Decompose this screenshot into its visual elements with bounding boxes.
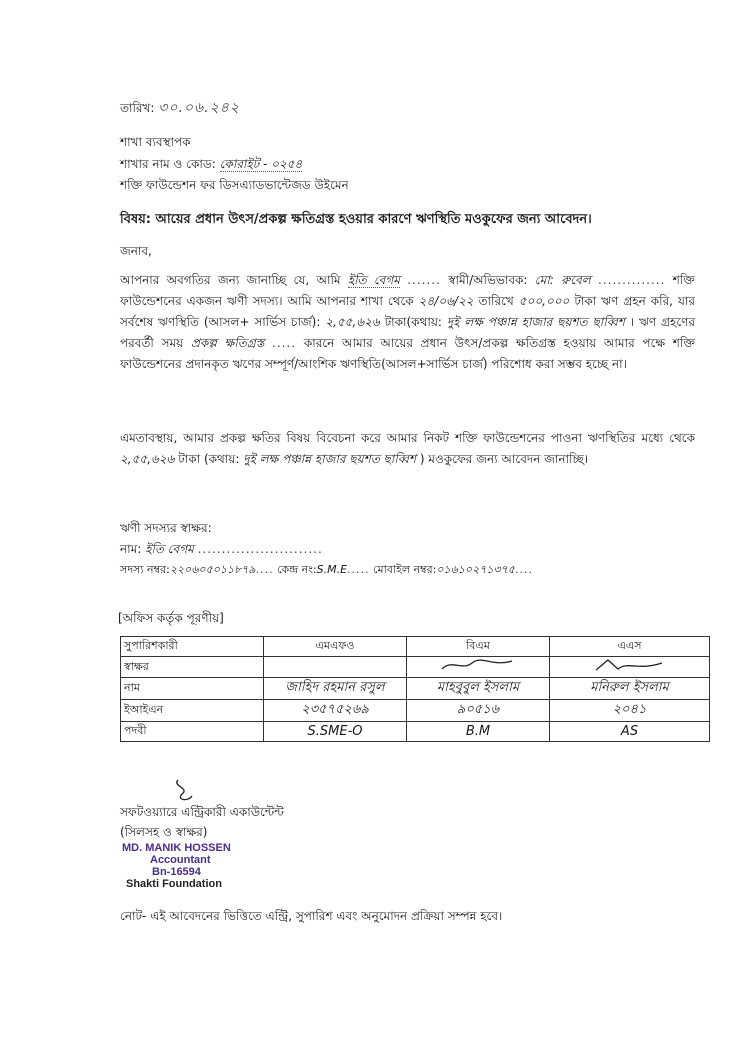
row-label: নাম xyxy=(121,678,264,700)
table-header-cell: এমএফও xyxy=(264,637,407,657)
body-text: ) মওকুফের জন্য আবেদন জানাচ্ছি। xyxy=(419,452,589,466)
stamp-name: MD. MANIK HOSSEN xyxy=(122,842,231,854)
signature-cell xyxy=(407,657,550,678)
outstanding-handwritten: ২,৫৫,৬২৬ xyxy=(325,315,380,329)
table-row xyxy=(121,700,710,722)
signature-mark xyxy=(590,657,670,673)
center-value: S.M.E xyxy=(316,563,348,576)
body-text: টাকা(কথায়: xyxy=(384,315,442,329)
org-name: শক্তি ফাউন্ডেশন ফর ডিসএ্যাডভান্টেজড উইমেন xyxy=(120,178,349,192)
table-row xyxy=(121,678,710,700)
center-label: কেন্দ্র নং: xyxy=(277,563,317,576)
signature-cell xyxy=(550,657,710,678)
table-row xyxy=(121,657,710,678)
loan-date-handwritten: ২৪/০৬/২২ xyxy=(418,294,474,308)
table-cell: S.SME-O xyxy=(264,722,407,742)
date-line xyxy=(120,100,240,116)
accountant-line-2: (সিলসহ ও স্বাক্ষর) xyxy=(120,825,208,839)
loan-amount-handwritten: ৫০০,০০০ xyxy=(518,294,570,308)
body-paragraph-2 xyxy=(120,428,695,470)
reason-handwritten: প্রকল্প ক্ষতিগ্রস্ত xyxy=(190,336,265,350)
table-cell: জাহিদ রহমান রসুল xyxy=(264,678,407,700)
body-text: কারনে আমার আয়ের প্রধান উৎস/প্রকল্প ক্ষতিগ্রস্ত হওয়ায় আমার পক্ষে শক্তি ফাউন্ডেশনের প্রদানকৃত ঋণের সম্পূর্ণ/আংশিক ঋণস্থিতি(আসল+সার্ভিস চার্জ) পরিশোধ করা সম্ভব হচ্ছে না। xyxy=(120,336,695,371)
body-text: তারিখে xyxy=(478,294,514,308)
body-text: আপনার অবগতির জন্য জানাচ্ছি যে, আমি xyxy=(120,273,341,287)
date-label: তারিখ: xyxy=(120,101,155,115)
office-section-title: [অফিস কর্তৃক পূরণীয়] xyxy=(118,611,224,625)
stamp-title: Accountant xyxy=(150,854,211,866)
table-cell: মাহবুবুল ইসলাম xyxy=(407,678,550,700)
office-table xyxy=(120,636,710,742)
branch-line xyxy=(120,156,302,172)
waive-words-handwritten: দুই লক্ষ পঞ্চান্ন হাজার ছয়শত ছাব্বিশ xyxy=(243,452,416,466)
body-paragraph-1: আপনার অবগতির জন্য জানাচ্ছি যে, আমি ইতি বেগম ....... স্বামী/অভিভাবক: মো: রুবেল .............. শক্তি ফাউন্ডেশনের একজন ঋণী সদস্য। আমি আপনার শাখা থেকে ২৪/০৬/২২ তারিখে ৫০০,০০০ টাকা ঋণ গ্রহন করি, যার সর্বশেষ ঋণস্থিতি (আসল+ সার্ভিস চার্জ): ২,৫৫,৬২৬ টাকা(কথায়: দুই লক্ষ পঞ্চান্ন হাজার ছয়শত ছাব্বিশ । ঋণ গ্রহণের পরবর্তী সময় প্রকল্প ক্ষতিগ্রস্ত ..... কারনে আমার আয়ের প্রধান উৎস/প্রকল্প ক্ষতিগ্রস্ত হওয়ায় আমার পক্ষে শক্তি ফাউন্ডেশনের প্রদানকৃত ঋণের সম্পূর্ণ/আংশিক ঋণস্থিতি(আসল+সার্ভিস চার্জ) পরিশোধ করা সম্ভব হচ্ছে না। xyxy=(120,273,695,371)
member-sign-title: ঋণী সদস্যর স্বাক্ষর: xyxy=(120,521,212,535)
subject-line: বিষয়: আয়ের প্রধান উৎস/প্রকল্প ক্ষতিগ্রস্ত হওয়ার কারণে ঋণস্থিতি মওকুফের জন্য আবেদন। xyxy=(120,212,592,227)
body-text: টাকা (কথায়: xyxy=(178,452,240,466)
stamp-org: Shakti Foundation xyxy=(126,878,222,890)
date-value: ৩০.০৬.২৪২ xyxy=(158,100,240,116)
branch-value: কোরাইট - ০২৫৪ xyxy=(219,157,303,171)
table-row xyxy=(121,637,710,657)
member-name-label: নাম: xyxy=(120,542,142,556)
table-header-cell: সুপারিশকারী xyxy=(121,637,264,657)
accountant-signature xyxy=(170,778,200,804)
mobile-value: ০১৬১০২৭১৩৭৫ xyxy=(436,563,515,576)
body-text: স্বামী/অভিভাবক: xyxy=(448,273,528,287)
branch-label: শাখার নাম ও কোড: xyxy=(120,157,216,171)
table-cell: মনিরুল ইসলাম xyxy=(550,678,710,700)
body-text: । ঋণ গ্রহণের পরবর্তী সময় xyxy=(120,315,695,350)
outstanding-words-handwritten: দুই লক্ষ পঞ্চান্ন হাজার ছয়শত ছাব্বিশ xyxy=(446,315,625,329)
waive-amount-handwritten: ২,৫৫,৬২৬ xyxy=(120,452,175,466)
salutation: জনাব, xyxy=(120,244,152,258)
table-cell: ২০৪১ xyxy=(550,700,710,722)
table-cell: ৯০৫১৬ xyxy=(407,700,550,722)
table-cell: B.M xyxy=(407,722,550,742)
table-row xyxy=(121,722,710,742)
stamp-id: Bn-16594 xyxy=(152,866,201,878)
row-label: ইআইএন xyxy=(121,700,264,722)
row-label: স্বাক্ষর xyxy=(121,657,264,678)
member-no-value: ২২০৬০৫০১১৮৭৯ xyxy=(169,563,256,576)
body-text: এমতাবস্থায়, আমার প্রকল্প ক্ষতির বিষয় বিবেচনা করে আমার নিকট শক্তি ফাউন্ডেশনের পাওনা ঋণস্থিতির মধ্যে থেকে xyxy=(120,431,695,445)
table-header-cell: এএস xyxy=(550,637,710,657)
table-cell: AS xyxy=(550,722,710,742)
row-label: পদবী xyxy=(121,722,264,742)
guardian-handwritten: মো: রুবেল xyxy=(534,273,591,287)
table-header-cell: বিএম xyxy=(407,637,550,657)
member-name-value: ইতি বেগম xyxy=(145,542,194,556)
footer-note: নোট- এই আবেদনের ভিত্তিতে এন্ট্রি, সুপারিশ এবং অনুমোদন প্রক্রিয়া সম্পন্ন হবে। xyxy=(120,909,503,923)
table-cell xyxy=(264,657,407,678)
mobile-label: মোবাইল নম্বর: xyxy=(373,563,437,576)
accountant-line-1: সফটওয়্যারে এন্ট্রিকারী একাউন্টেন্ট xyxy=(120,805,284,819)
accountant-stamp xyxy=(122,842,231,890)
member-info-line: সদস্য নম্বর:২২০৬০৫০১১৮৭৯.... কেন্দ্র নং:S.M.E..... মোবাইল নম্বর:০১৬১০২৭১৩৭৫.... xyxy=(120,563,533,576)
member-name-handwritten: ইতি বেগম xyxy=(347,273,400,287)
body-text: শক্তি ফাউন্ডেশনের একজন ঋণী সদস্য। আমি আপনার শাখা থেকে xyxy=(120,273,695,308)
recipient-title: শাখা ব্যবস্থাপক xyxy=(120,135,191,149)
signature-mark xyxy=(438,657,518,673)
member-name-line: নাম: ইতি বেগম .......................... xyxy=(120,542,323,556)
member-no-label: সদস্য নম্বর: xyxy=(120,563,170,576)
table-cell: ২৩৫৭৫২৬৯ xyxy=(264,700,407,722)
body-text: টাকা ঋণ গ্রহন করি, যার সর্বশেষ ঋণস্থিতি (আসল+ সার্ভিস চার্জ): xyxy=(120,294,695,329)
